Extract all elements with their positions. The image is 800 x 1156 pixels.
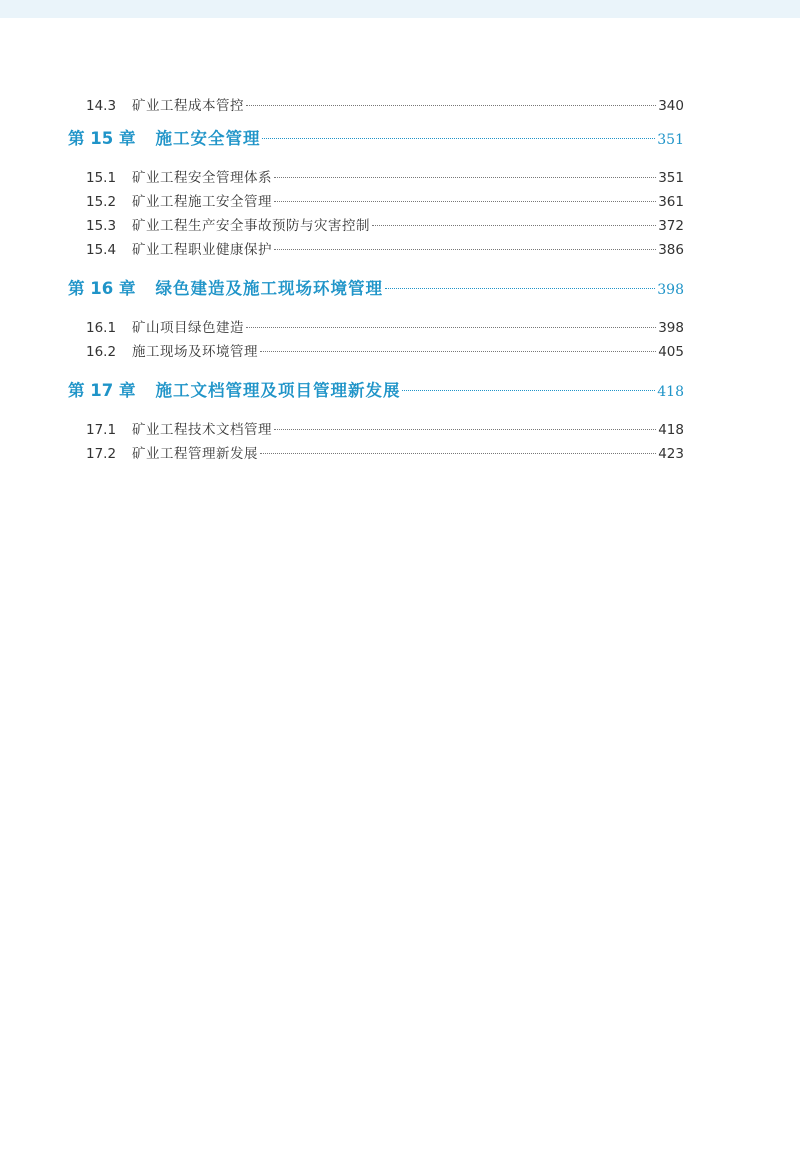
dot-leader [260,453,656,454]
chapter-title: 绿色建造及施工现场环境管理 [155,279,383,298]
section-title: 矿业工程技术文档管理 [132,422,272,438]
dot-leader [385,288,655,289]
page-number: 351 [657,132,684,148]
section-number: 15.2 [86,194,117,210]
section-title: 矿山项目绿色建造 [132,320,244,336]
dot-leader [262,138,655,139]
page-number: 423 [658,446,684,462]
chapter-number: 第 15 章 [68,129,136,148]
section-number: 14.3 [86,98,117,114]
toc-entry-14-3[interactable] [68,94,684,118]
section-number: 17.1 [86,422,117,438]
chapter-title: 施工安全管理 [155,129,261,148]
toc-entry-15-3[interactable] [68,214,684,238]
page-number: 351 [658,170,684,186]
section-number: 16.2 [86,344,117,360]
page-number: 418 [657,384,684,400]
page-number: 386 [658,242,684,258]
section-title: 矿业工程生产安全事故预防与灾害控制 [132,218,370,234]
dot-leader [402,390,655,391]
dot-leader [246,327,656,328]
toc-entry-17-1[interactable] [68,418,684,442]
chapter-number: 第 17 章 [68,381,136,400]
dot-leader [274,201,656,202]
section-title: 矿业工程施工安全管理 [132,194,272,210]
section-title: 矿业工程管理新发展 [132,446,258,462]
toc-chapter-16[interactable] [68,268,684,310]
page-number: 418 [658,422,684,438]
section-title: 矿业工程职业健康保护 [132,242,272,258]
toc-entry-17-2[interactable] [68,442,684,466]
top-edge-band [0,0,800,18]
toc-entry-15-1[interactable] [68,166,684,190]
toc-chapter-15[interactable] [68,118,684,160]
page-number: 405 [658,344,684,360]
section-number: 17.2 [86,446,117,462]
toc-chapter-17[interactable] [68,370,684,412]
page-number: 372 [658,218,684,234]
dot-leader [274,429,656,430]
page-number: 398 [657,282,684,298]
page-number: 361 [658,194,684,210]
dot-leader [372,225,656,226]
dot-leader [274,177,656,178]
dot-leader [274,249,656,250]
page-number: 340 [658,98,684,114]
section-number: 15.3 [86,218,117,234]
section-number: 15.1 [86,170,117,186]
page-number: 398 [658,320,684,336]
dot-leader [246,105,656,106]
toc-entry-15-2[interactable] [68,190,684,214]
table-of-contents [68,94,684,466]
section-number: 16.1 [86,320,117,336]
toc-entry-15-4[interactable] [68,238,684,262]
chapter-number: 第 16 章 [68,279,136,298]
section-title: 矿业工程成本管控 [132,98,244,114]
section-title: 施工现场及环境管理 [132,344,258,360]
chapter-title: 施工文档管理及项目管理新发展 [155,381,401,400]
section-number: 15.4 [86,242,117,258]
section-title: 矿业工程安全管理体系 [132,170,272,186]
toc-entry-16-1[interactable] [68,316,684,340]
dot-leader [260,351,656,352]
toc-entry-16-2[interactable] [68,340,684,364]
